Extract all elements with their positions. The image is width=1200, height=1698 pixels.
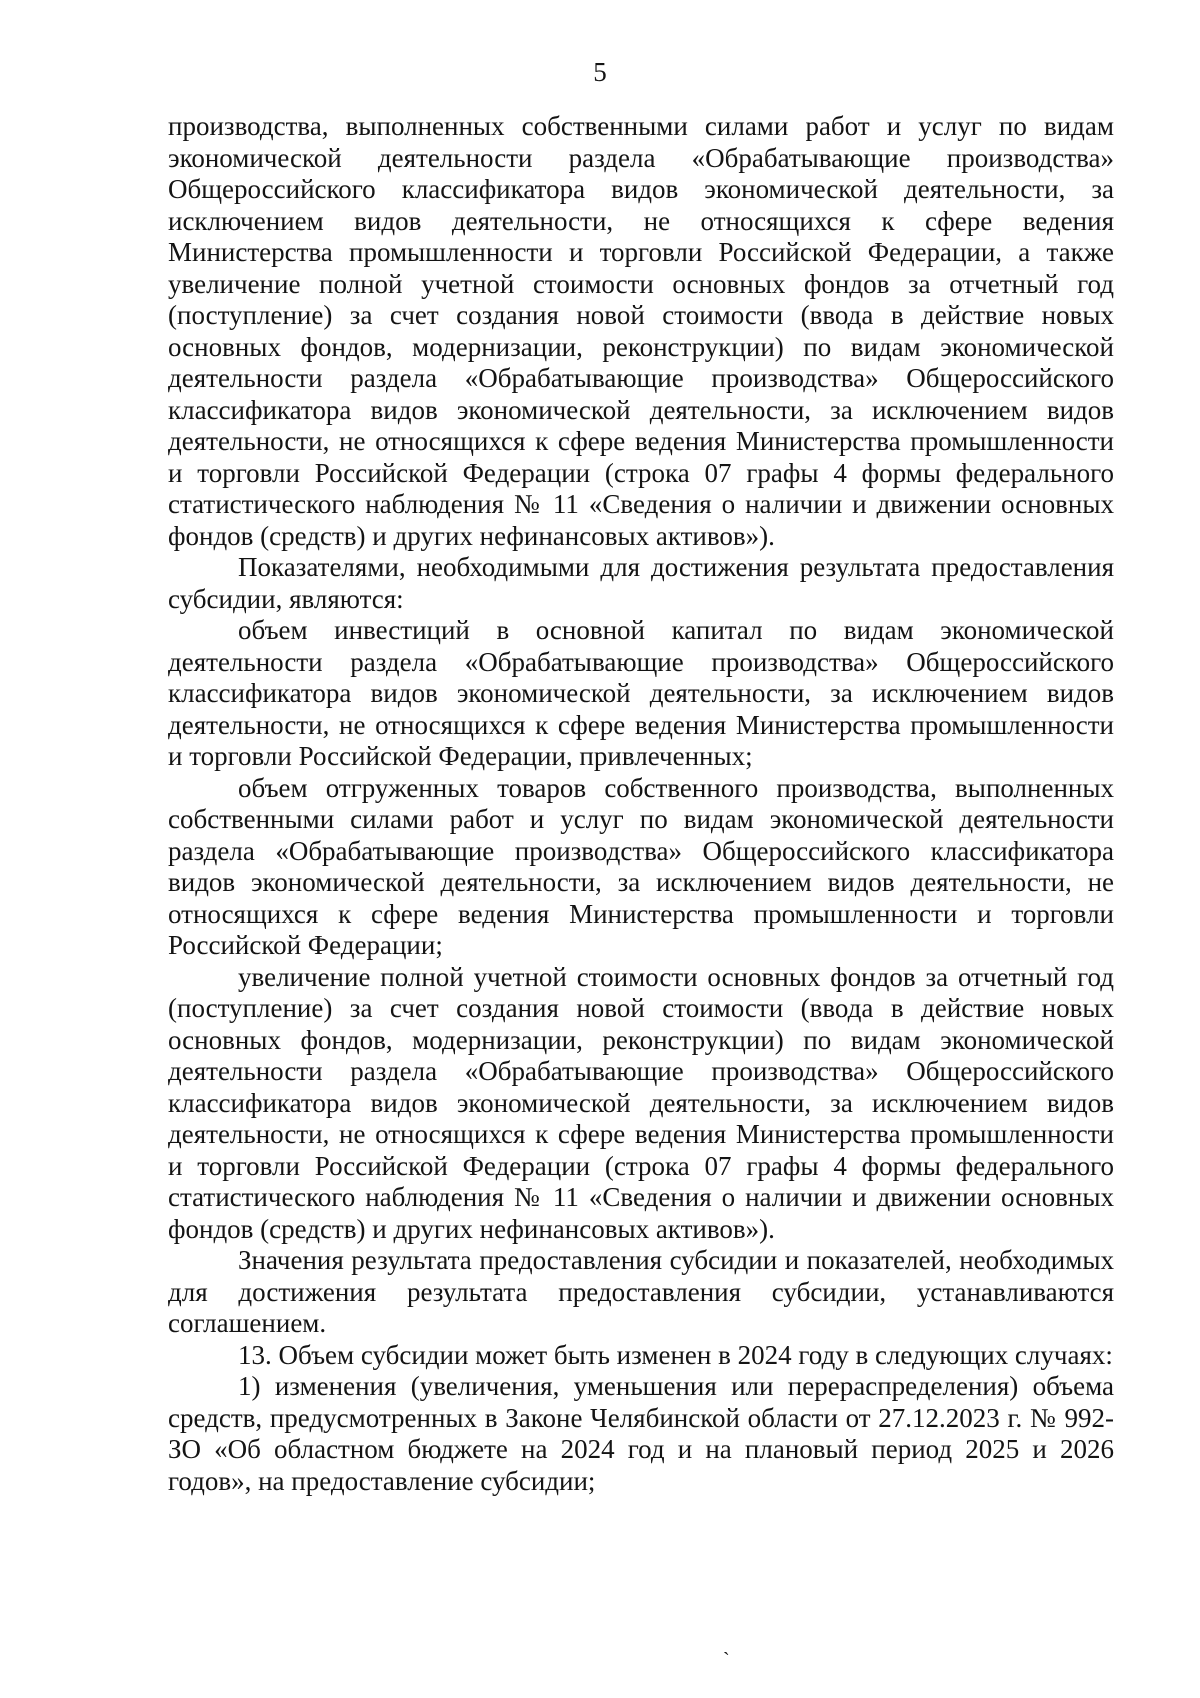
paragraph-clause-13-item-1: 1) изменения (увеличения, уменьшения или перераспределения) объема средств, предусмотренных в Законе Челябинской области от 27.12.2023 г. № 992-ЗО «Об областном бюджете на 2024 год и на плановый период 2025 и 2026 годов», на предоставление субсидии;: [168, 1371, 1114, 1496]
paragraph-fixed-assets-increase: увеличение полной учетной стоимости основных фондов за отчетный год (поступление) за счет создания новой стоимости (ввода в действие новых основных фондов, модернизации, реконструкции) по видам экономической деятельности раздела «Обрабатывающие производства» Общероссийского классификатора видов экономической деятельности, за исключением видов деятельности, не относящихся к сфере ведения Министерства промышленности и торговли Российской Федерации (строка 07 графы 4 формы федерального статистического наблюдения № 11 «Сведения о наличии и движении основных фондов (средств) и других нефинансовых активов»).: [168, 961, 1114, 1244]
paragraph-values-agreement: Значения результата предоставления субсидии и показателей, необходимых для достижения результата предоставления субсидии, устанавливаются соглашением.: [168, 1245, 1114, 1338]
paragraph-indicators-intro: Показателями, необходимыми для достижения результата предоставления субсидии, являются:: [168, 552, 1114, 614]
page-number: 5: [593, 57, 607, 87]
paragraph-clause-13: 13. Объем субсидии может быть изменен в 2024 году в следующих случаях:: [238, 1339, 1113, 1370]
document-body: [168, 111, 1114, 1497]
paragraph-shipped-goods: объем отгруженных товаров собственного производства, выполненных собственными силами работ и услуг по видам экономической деятельности раздела «Обрабатывающие производства» Общероссийского классификатора видов экономической деятельности, за исключением видов деятельности, не относящихся к сфере ведения Министерства промышленности и торговли Российской Федерации;: [168, 772, 1114, 960]
scan-mark: `: [723, 1649, 730, 1671]
paragraph-investment-volume: объем инвестиций в основной капитал по видам экономической деятельности раздела «Обрабатывающие производства» Общероссийского классификатора видов экономической деятельности, за исключением видов деятельности, не относящихся к сфере ведения Министерства промышленности и торговли Российской Федерации, привлеченных;: [168, 615, 1114, 771]
paragraph-continuation: производства, выполненных собственными силами работ и услуг по видам экономической деятельности раздела «Обрабатывающие производства» Общероссийского классификатора видов экономической деятельности, за исключением видов деятельности, не относящихся к сфере ведения Министерства промышленности и торговли Российской Федерации, а также увеличение полной учетной стоимости основных фондов за отчетный год (поступление) за счет создания новой стоимости (ввода в действие новых основных фондов, модернизации, реконструкции) по видам экономической деятельности раздела «Обрабатывающие производства» Общероссийского классификатора видов экономической деятельности, за исключением видов деятельности, не относящихся к сфере ведения Министерства промышленности и торговли Российской Федерации (строка 07 графы 4 формы федерального статистического наблюдения № 11 «Сведения о наличии и движении основных фондов (средств) и других нефинансовых активов»).: [168, 111, 1114, 551]
